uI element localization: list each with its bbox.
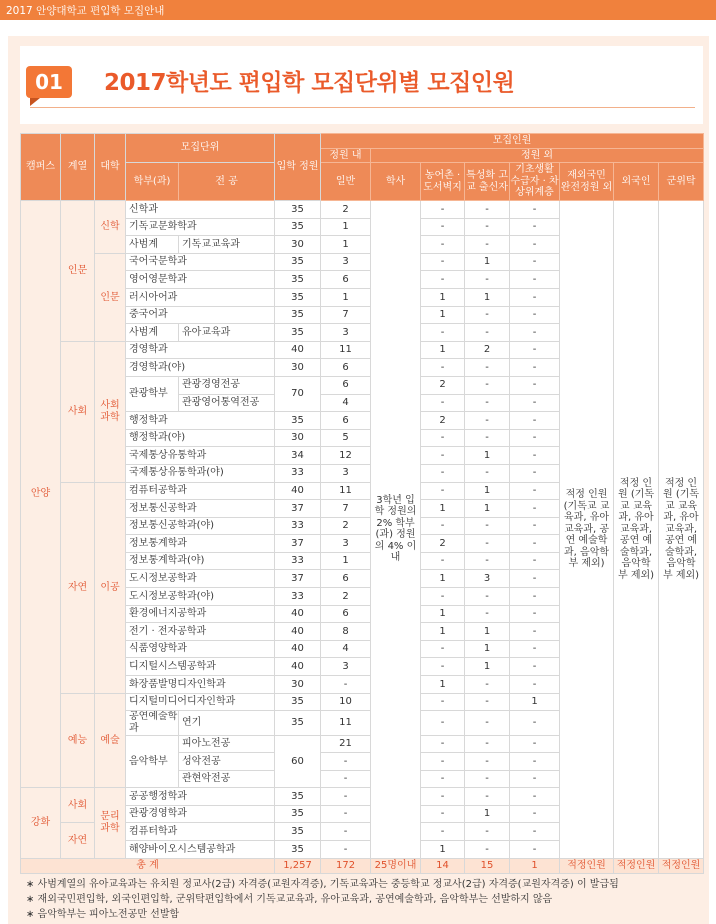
general-cell: 6 [321, 605, 371, 623]
dept-name: 경영학과(야) [126, 359, 275, 377]
dept-name: 국제통상유통학과(야) [126, 464, 275, 482]
general-cell: 11 [321, 482, 371, 500]
rural-cell: 1 [421, 623, 465, 641]
rural-cell: - [421, 711, 465, 735]
special-cell: - [465, 412, 510, 430]
rural-cell: - [421, 735, 465, 753]
dept-name: 기독교문화학과 [126, 218, 275, 236]
general-cell: 6 [321, 376, 371, 394]
special-cell: 1 [465, 482, 510, 500]
special-cell: - [465, 517, 510, 535]
basic-cell: - [510, 253, 560, 271]
header-within: 정원 내 [321, 149, 371, 163]
special-cell: - [465, 788, 510, 806]
general-cell: 1 [321, 236, 371, 254]
basic-cell: - [510, 788, 560, 806]
dept-name: 신학과 [126, 201, 275, 219]
quota-cell: 33 [275, 552, 321, 570]
college-liberal-science: 문리 과학 [95, 788, 126, 858]
special-cell: 1 [465, 805, 510, 823]
special-cell: - [465, 823, 510, 841]
rural-cell: 2 [421, 376, 465, 394]
rural-cell: - [421, 253, 465, 271]
major-name: 유아교육과 [179, 324, 275, 342]
basic-cell: - [510, 588, 560, 606]
quota-cell: 35 [275, 271, 321, 289]
general-cell: 1 [321, 288, 371, 306]
title-divider [30, 107, 695, 108]
dept-name: 식품영양학과 [126, 640, 275, 658]
general-cell: 7 [321, 306, 371, 324]
basic-cell: - [510, 324, 560, 342]
header-college: 대학 [95, 134, 126, 201]
basic-cell: - [510, 623, 560, 641]
dept-name: 디지털시스템공학과 [126, 658, 275, 676]
header-field: 계열 [61, 134, 95, 201]
quota-cell: 35 [275, 306, 321, 324]
college-humanities: 인문 [95, 253, 126, 341]
dept-name: 행정학과(야) [126, 429, 275, 447]
badge-tail-decoration [30, 98, 40, 106]
note-item: ∗ 재외국민편입학, 외국인편입학, 군위탁편입학에서 기독교교육과, 유아교육과, 공연예술학과, 음악학부는 선발하지 않음 [26, 894, 553, 905]
basic-cell: - [510, 376, 560, 394]
basic-cell: - [510, 805, 560, 823]
quota-cell: 30 [275, 429, 321, 447]
rural-cell: - [421, 236, 465, 254]
college-engineering: 이공 [95, 482, 126, 693]
dept-name: 경영학과 [126, 341, 275, 359]
dept-name: 음악학부 [126, 735, 179, 788]
dept-name: 전기 · 전자공학과 [126, 623, 275, 641]
special-cell: 1 [465, 640, 510, 658]
quota-cell: 40 [275, 623, 321, 641]
quota-cell: 35 [275, 412, 321, 430]
dept-name: 컴퓨터공학과 [126, 482, 275, 500]
dept-name: 국제통상유통학과 [126, 447, 275, 465]
quota-cell: 37 [275, 535, 321, 553]
major-name: 관현악전공 [179, 770, 275, 788]
general-cell: 2 [321, 588, 371, 606]
dept-name: 정보통신공학과 [126, 500, 275, 518]
field-science: 자연 [61, 482, 95, 693]
general-cell: 4 [321, 394, 371, 412]
document-title: 2017 안양대학교 편입학 모집안내 [6, 5, 165, 17]
general-cell: - [321, 753, 371, 771]
basic-cell: - [510, 500, 560, 518]
field-arts: 예능 [61, 693, 95, 788]
rural-cell: - [421, 464, 465, 482]
basic-cell: 1 [510, 693, 560, 711]
total-g: 172 [321, 858, 371, 873]
quota-table-wrapper [20, 133, 703, 874]
basic-cell: - [510, 770, 560, 788]
general-cell: 21 [321, 735, 371, 753]
quota-table [20, 133, 704, 874]
general-cell: 6 [321, 359, 371, 377]
special-cell: 1 [465, 253, 510, 271]
header-special: 특성화 고교 출신자 [465, 163, 510, 201]
field-social: 사회 [61, 341, 95, 482]
general-cell: - [321, 770, 371, 788]
dept-name: 공공행정학과 [126, 788, 275, 806]
general-cell: 3 [321, 464, 371, 482]
general-cell: 11 [321, 341, 371, 359]
quota-cell: 35 [275, 841, 321, 859]
basic-cell: - [510, 517, 560, 535]
total-overseas: 적정인원 [560, 858, 614, 873]
special-cell: 2 [465, 341, 510, 359]
dept-name: 디지털미디어디자인학과 [126, 693, 275, 711]
note-item: ∗ 음악학부는 피아노전공만 선발함 [26, 909, 180, 920]
general-cell: - [321, 805, 371, 823]
special-cell: - [465, 841, 510, 859]
rural-cell: - [421, 552, 465, 570]
special-cell: 3 [465, 570, 510, 588]
rural-cell: - [421, 517, 465, 535]
rural-cell: - [421, 693, 465, 711]
total-label: 총 계 [21, 858, 275, 873]
basic-cell: - [510, 535, 560, 553]
college-arts: 예술 [95, 693, 126, 788]
rural-cell: - [421, 770, 465, 788]
basic-cell: - [510, 735, 560, 753]
rural-cell: 1 [421, 605, 465, 623]
basic-cell: - [510, 412, 560, 430]
rural-cell: - [421, 201, 465, 219]
quota-cell: 40 [275, 658, 321, 676]
header-overseas-sub: 완전정원 외 [560, 181, 613, 193]
general-cell: 3 [321, 535, 371, 553]
total-r: 14 [421, 858, 465, 873]
total-b: 1 [510, 858, 560, 873]
dept-name: 관광학부 [126, 376, 179, 411]
general-cell: - [321, 676, 371, 694]
general-cell: 3 [321, 253, 371, 271]
basic-cell: - [510, 236, 560, 254]
special-cell: 1 [465, 288, 510, 306]
header-campus: 캠퍼스 [21, 134, 61, 201]
dept-name: 정보통계학과 [126, 535, 275, 553]
major-name: 피아노전공 [179, 735, 275, 753]
general-cell: - [321, 823, 371, 841]
header-general: 일반 [321, 163, 371, 201]
general-cell: 7 [321, 500, 371, 518]
quota-cell: 40 [275, 341, 321, 359]
special-cell: 1 [465, 623, 510, 641]
total-military: 적정인원 [659, 858, 704, 873]
special-cell: - [465, 201, 510, 219]
total-row [21, 858, 704, 873]
major-name: 관광영어통역전공 [179, 394, 275, 412]
special-cell: - [465, 693, 510, 711]
quota-cell: 33 [275, 464, 321, 482]
header-overseas [560, 163, 614, 201]
rural-cell: 1 [421, 570, 465, 588]
special-cell: 1 [465, 500, 510, 518]
major-name: 연기 [179, 711, 275, 735]
basic-cell: - [510, 447, 560, 465]
general-cell: 2 [321, 517, 371, 535]
header-bachelor: 학사 [371, 163, 421, 201]
dept-name: 영어영문학과 [126, 271, 275, 289]
quota-cell: 35 [275, 693, 321, 711]
rural-cell: - [421, 753, 465, 771]
total-s: 15 [465, 858, 510, 873]
general-cell: 6 [321, 271, 371, 289]
rural-cell: - [421, 394, 465, 412]
rural-cell: 1 [421, 500, 465, 518]
basic-cell: - [510, 271, 560, 289]
quota-cell: 40 [275, 640, 321, 658]
section-number-badge: 01 [26, 66, 72, 98]
quota-cell: 30 [275, 236, 321, 254]
quota-cell: 35 [275, 788, 321, 806]
section-title: 2017학년도 편입학 모집단위별 모집인원 [104, 70, 515, 96]
special-cell: - [465, 359, 510, 377]
total-bachelor: 25명이내 [371, 858, 421, 873]
rural-cell: - [421, 324, 465, 342]
general-cell: 2 [321, 201, 371, 219]
rural-cell: 1 [421, 841, 465, 859]
rural-cell: 1 [421, 288, 465, 306]
bachelor-merged [371, 201, 421, 859]
dept-name: 사범계 [126, 324, 179, 342]
general-cell: - [321, 841, 371, 859]
dept-name: 화장품발명디자인학과 [126, 676, 275, 694]
basic-cell: - [510, 201, 560, 219]
special-cell: - [465, 394, 510, 412]
rural-cell: - [421, 588, 465, 606]
general-cell: 12 [321, 447, 371, 465]
special-cell: - [465, 711, 510, 735]
rural-cell: - [421, 640, 465, 658]
rural-cell: - [421, 271, 465, 289]
quota-table-body [21, 201, 704, 874]
basic-cell: - [510, 306, 560, 324]
dept-name: 정보통신공학과(야) [126, 517, 275, 535]
bachelor-merged-text: 3학년 입학 정원의 2% 학부 (과) 정원의 4% 이내 [374, 494, 417, 564]
quota-cell: 35 [275, 288, 321, 306]
quota-cell: 34 [275, 447, 321, 465]
quota-cell: 70 [275, 376, 321, 411]
military-merged: 적정 인원 (기독교 교육과, 유아 교육과, 공연 예술학과, 음악학부 제외) [659, 201, 704, 859]
basic-cell: - [510, 570, 560, 588]
general-cell: 10 [321, 693, 371, 711]
general-cell: 6 [321, 412, 371, 430]
major-name: 성악전공 [179, 753, 275, 771]
quota-cell: 35 [275, 218, 321, 236]
dept-name: 관광경영학과 [126, 805, 275, 823]
basic-cell: - [510, 640, 560, 658]
special-cell: - [465, 552, 510, 570]
special-cell: - [465, 376, 510, 394]
quota-cell: 35 [275, 805, 321, 823]
top-bar [0, 0, 716, 20]
general-cell: 11 [321, 711, 371, 735]
college-theology: 신학 [95, 201, 126, 254]
general-cell: 8 [321, 623, 371, 641]
basic-cell: - [510, 552, 560, 570]
basic-cell: - [510, 429, 560, 447]
quota-cell: 30 [275, 676, 321, 694]
special-cell: - [465, 676, 510, 694]
rural-cell: - [421, 447, 465, 465]
rural-cell: - [421, 429, 465, 447]
dept-name: 중국어과 [126, 306, 275, 324]
quota-cell: 40 [275, 482, 321, 500]
header-quota: 입학 정원 [275, 134, 321, 201]
special-cell: - [465, 218, 510, 236]
rural-cell: - [421, 823, 465, 841]
rural-cell: 1 [421, 676, 465, 694]
special-cell: - [465, 324, 510, 342]
basic-cell: - [510, 676, 560, 694]
quota-cell: 35 [275, 711, 321, 735]
basic-cell: - [510, 341, 560, 359]
basic-cell: - [510, 841, 560, 859]
general-cell: 5 [321, 429, 371, 447]
header-recruit: 모집인원 [321, 134, 704, 149]
rural-cell: - [421, 788, 465, 806]
general-cell: 3 [321, 324, 371, 342]
quota-cell: 35 [275, 823, 321, 841]
basic-cell: - [510, 482, 560, 500]
foreign-merged: 적정 인원 (기독교 교육과, 유아 교육과, 공연 예술학과, 음악학부 제외) [614, 201, 659, 859]
basic-cell: - [510, 394, 560, 412]
quota-cell: 35 [275, 253, 321, 271]
general-cell: - [321, 788, 371, 806]
college-social-science: 사회 과학 [95, 341, 126, 482]
rural-cell: - [421, 658, 465, 676]
special-cell: 1 [465, 447, 510, 465]
rural-cell: - [421, 218, 465, 236]
basic-cell: - [510, 359, 560, 377]
total-foreign: 적정인원 [614, 858, 659, 873]
header-outside: 정원 외 [371, 149, 704, 163]
note-item: ∗ 사범계열의 유아교육과는 유치원 정교사(2급) 자격증(교원자격증), 기독교육과는 중등학교 정교사(2급) 자격증(교원자격증) 이 발급됨 [26, 879, 619, 890]
campus-ganghwa: 강화 [21, 788, 61, 858]
total-q: 1,257 [275, 858, 321, 873]
header-unit: 모집단위 [126, 134, 275, 163]
rural-cell: - [421, 482, 465, 500]
basic-cell: - [510, 711, 560, 735]
basic-cell: - [510, 218, 560, 236]
special-cell: - [465, 588, 510, 606]
dept-name: 컴퓨터학과 [126, 823, 275, 841]
quota-cell: 33 [275, 517, 321, 535]
table-row [21, 201, 704, 219]
header-military: 군위탁 [659, 163, 704, 201]
special-cell: - [465, 429, 510, 447]
rural-cell: 1 [421, 306, 465, 324]
quota-cell: 37 [275, 570, 321, 588]
quota-cell: 40 [275, 605, 321, 623]
general-cell: 1 [321, 552, 371, 570]
dept-name: 도시정보공학과 [126, 570, 275, 588]
basic-cell: - [510, 288, 560, 306]
general-cell: 4 [321, 640, 371, 658]
dept-name: 공연예술학과 [126, 711, 179, 735]
general-cell: 1 [321, 218, 371, 236]
special-cell: - [465, 271, 510, 289]
header-dept: 학부(과) [126, 163, 179, 201]
special-cell: - [465, 770, 510, 788]
overseas-merged: 적정 인원 (기독교 교육과, 유아 교육과, 공연 예술학과, 음악학부 제외) [560, 201, 614, 859]
basic-cell: - [510, 753, 560, 771]
dept-name: 정보통계학과(야) [126, 552, 275, 570]
rural-cell: - [421, 359, 465, 377]
notes [26, 877, 619, 922]
special-cell: - [465, 535, 510, 553]
quota-cell: 33 [275, 588, 321, 606]
basic-cell: - [510, 658, 560, 676]
special-cell: - [465, 464, 510, 482]
special-cell: - [465, 753, 510, 771]
major-name: 관광경영전공 [179, 376, 275, 394]
rural-cell: 1 [421, 341, 465, 359]
basic-cell: - [510, 823, 560, 841]
dept-name: 국어국문학과 [126, 253, 275, 271]
special-cell: - [465, 605, 510, 623]
special-cell: - [465, 306, 510, 324]
dept-name: 환경에너지공학과 [126, 605, 275, 623]
dept-name: 도시정보공학과(야) [126, 588, 275, 606]
general-cell: 3 [321, 658, 371, 676]
header-major: 전 공 [179, 163, 275, 201]
basic-cell: - [510, 605, 560, 623]
quota-cell: 30 [275, 359, 321, 377]
rural-cell: 2 [421, 535, 465, 553]
header-foreign: 외국인 [614, 163, 659, 201]
dept-name: 사범계 [126, 236, 179, 254]
special-cell: - [465, 735, 510, 753]
special-cell: - [465, 236, 510, 254]
major-name: 기독교교육과 [179, 236, 275, 254]
quota-cell: 35 [275, 324, 321, 342]
field-humanities: 인문 [61, 201, 95, 342]
campus-anyang: 안양 [21, 201, 61, 788]
quota-cell: 37 [275, 500, 321, 518]
rural-cell: 2 [421, 412, 465, 430]
general-cell: 6 [321, 570, 371, 588]
special-cell: 1 [465, 658, 510, 676]
quota-cell: 60 [275, 735, 321, 788]
quota-cell: 35 [275, 201, 321, 219]
field-social-ganghwa: 사회 [61, 788, 95, 823]
dept-name: 러시아어과 [126, 288, 275, 306]
dept-name: 행정학과 [126, 412, 275, 430]
header-rural: 농어촌 · 도서벽지 [421, 163, 465, 201]
dept-name: 해양바이오시스템공학과 [126, 841, 275, 859]
rural-cell: - [421, 805, 465, 823]
header-overseas-label: 재외국민 [567, 170, 606, 181]
header-basic: 기초생활 수급자 · 차상위계층 [510, 163, 560, 201]
field-science-ganghwa: 자연 [61, 823, 95, 858]
basic-cell: - [510, 464, 560, 482]
